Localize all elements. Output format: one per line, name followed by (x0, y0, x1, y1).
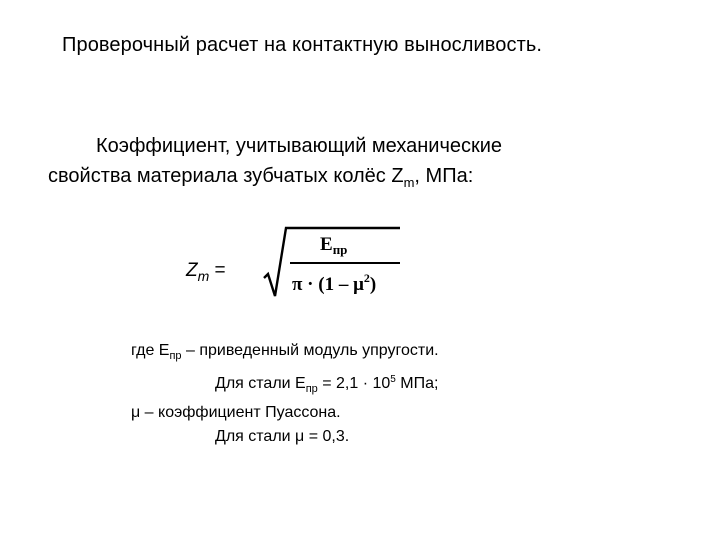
note-row2-prefix: Для стали E (215, 375, 306, 392)
denominator-main: π · (1 – μ (292, 274, 364, 295)
notes (131, 339, 439, 449)
description-line-2-start: свойства материала зубчатых колёс Z (48, 165, 404, 187)
note-row2-end: МПа; (395, 375, 439, 392)
note-row-steel-poisson: Для стали μ = 0,3. (215, 428, 350, 445)
denominator-superscript: 2 (363, 271, 370, 285)
formula-lhs (186, 260, 226, 284)
description-zm-subscript: m (403, 175, 415, 190)
description-line-2-end: , МПа: (414, 165, 474, 187)
note-row1-prefix: где E (131, 342, 170, 359)
note-row2-subscript: пр (305, 383, 318, 395)
formula-sqrt-fraction (262, 226, 402, 306)
formula-z-subscript: m (197, 268, 210, 284)
formula-equals: = (209, 260, 226, 281)
numerator-subscript: пр (332, 242, 348, 257)
description-line-1: Коэффициент, учитывающий механические (96, 135, 503, 157)
slide-title: Проверочный расчет на контактную выносливость. (62, 34, 543, 56)
denominator-close: ) (369, 274, 377, 295)
note-row2-superscript: 5 (390, 374, 396, 385)
denominator-text (292, 271, 376, 295)
numerator-text (320, 234, 347, 257)
description-line-2 (48, 161, 668, 198)
note-row1-text: – приведенный модуль упругости. (181, 342, 439, 359)
formula-z-symbol: Z (186, 260, 198, 281)
note-row-modulus (131, 339, 439, 368)
note-row-poisson: μ – коэффициент Пуассона. (131, 404, 341, 421)
note-row2-mid: = 2,1 · 10 (317, 375, 391, 392)
numerator-e: E (320, 234, 333, 255)
coefficient-description (48, 131, 668, 198)
note-row1-subscript: пр (169, 350, 182, 362)
note-row-steel-modulus (131, 368, 439, 401)
